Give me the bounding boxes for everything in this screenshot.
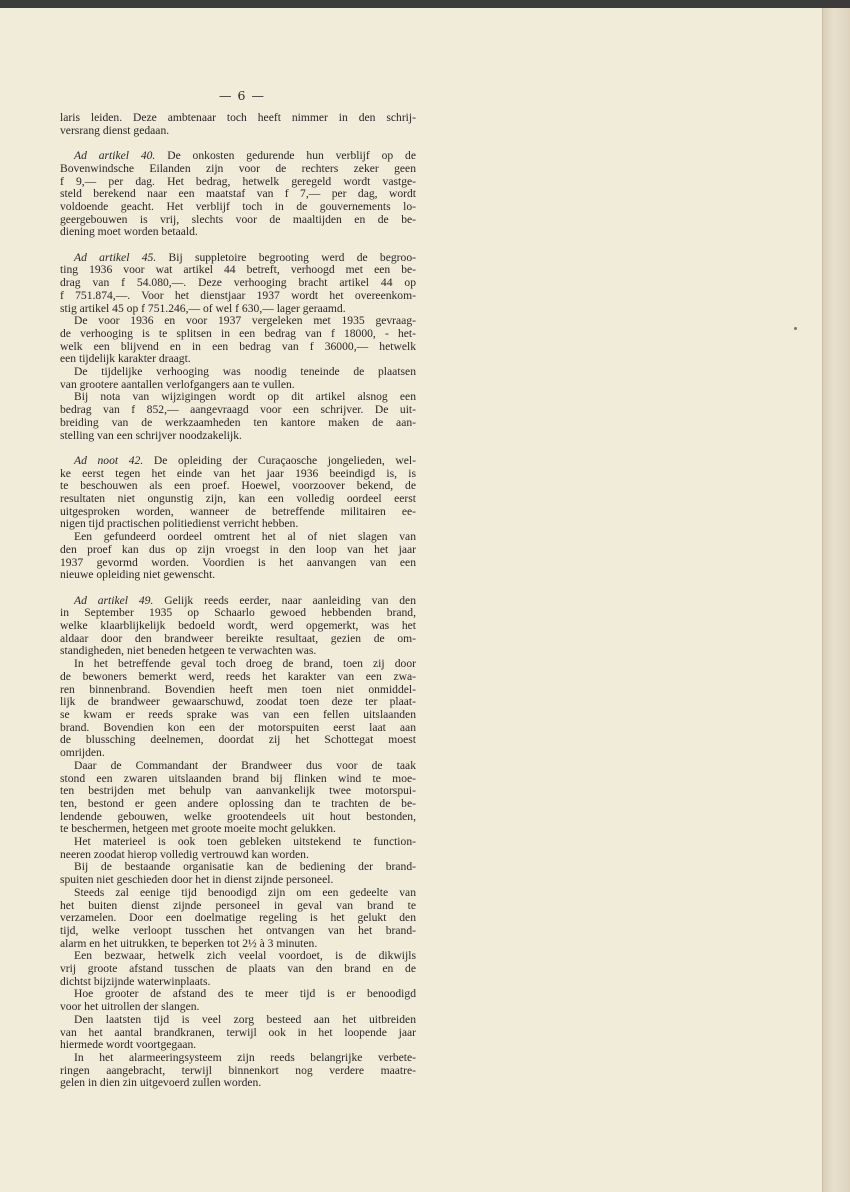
text-line: de verhooging is te splitsen in een bedrag van f 18000, - het- [60, 326, 416, 340]
text-line: Ad artikel 45. Bij suppletoire begrooting werd de begroo- [74, 250, 416, 264]
text-line: drag van f 54.080,—. Deze verhooging bracht artikel 44 op [60, 276, 416, 290]
section-heading: Ad artikel 45. [74, 250, 157, 264]
text-line: omrijden. [60, 746, 105, 760]
text-line: verzamelen. Door een doelmatige regeling is het gelukt den [60, 911, 416, 925]
text-line: breiding van de werkzaamheden ten kantore maken de aan- [60, 415, 416, 429]
text-line: steld berekend naar een maatstaf van f 7,— per dag, wordt [60, 187, 416, 201]
section-heading: Ad artikel 40. [74, 149, 156, 163]
text-line: Daar de Commandant der Brandweer dus voor de taak [74, 758, 416, 772]
text-line: nigen tijd practischen politiedienst verricht hebben. [60, 517, 299, 531]
text-line: f 751.874,—. Voor het dienstjaar 1937 wordt het overeenkom- [60, 288, 416, 302]
text-line: stond een zwaren uitslaanden brand bij flinken wind te moe- [60, 771, 416, 785]
text-line: de bewoners bemerkt werd, reeds het karakter van een zwa- [60, 669, 416, 683]
text-line: welke klaarblijkelijk bedoeld wordt, werd opgemerkt, was het [60, 619, 416, 633]
text-line: Het materieel is ook toen gebleken uitstekend te function- [74, 835, 416, 849]
text-line: se kwam er reeds sprake was van een fellen uitslaanden [60, 707, 416, 721]
text-line: voor het uitrollen der slangen. [60, 1000, 200, 1014]
text-line: van grootere aantallen verlofgangers aan te vullen. [60, 377, 295, 391]
text-line: Den laatsten tijd is veel zorg besteed aan het uitbreiden [74, 1012, 416, 1026]
text-line: aldaar door den brandweer bereikte resultaat, gezien de om- [60, 631, 416, 645]
text-line: resultaten niet ongunstig zijn, kan een volledig oordeel eerst [60, 492, 416, 506]
text-line: Steeds zal eenige tijd benoodigd zijn om een gedeelte van [74, 885, 416, 899]
text-line: brand. Bovendien kon een der motorspuiten eerst laat aan [60, 720, 416, 734]
section-heading: Ad noot 42. [74, 453, 144, 467]
text-line: stelling van een schrijver noodzakelijk. [60, 428, 242, 442]
scan-speck [794, 327, 797, 330]
text-line: f 9,— per dag. Het bedrag, hetwelk geregeld wordt vastge- [60, 174, 416, 188]
text-line: den proef kan dus op zijn vroegst in den loop van het jaar [60, 542, 416, 556]
section-heading: Ad artikel 49. [74, 593, 154, 607]
text-line: te beschermen, hetgeen met groote moeite mocht gelukken. [60, 822, 336, 836]
text-line: Ad noot 42. De opleiding der Curaçaosche jongelieden, wel- [74, 453, 416, 467]
body-text [60, 112, 416, 1090]
text-line: geergebouwen is vrij, slechts voor de maaltijden en de be- [60, 212, 416, 226]
text-line: neeren zoodat hierop volledig vertrouwd kan worden. [60, 847, 309, 861]
text-line: het buiten dienst zijnde personeel in geval van brand te [60, 898, 416, 912]
text-line: vrij groote afstand tusschen de plaats van den brand en de [60, 962, 416, 976]
text-line: lendende gebouwen, welke grootendeels uit hout bestonden, [60, 809, 416, 823]
text-line: Een gefundeerd oordeel omtrent het al of niet slagen van [74, 530, 416, 544]
text-line: lijk de brandweer gewaarschuwd, zoodat toen deze ter plaat- [60, 695, 416, 709]
text-line: te beschouwen als een proef. Hoewel, voorzoover bekend, de [60, 479, 416, 493]
page-number: — 6 — [219, 88, 265, 103]
text-line: Bovenwindsche Eilanden zijn voor de rechters zeker geen [60, 161, 416, 175]
text-line: stig artikel 45 op f 751.246,— of wel f 630,— lager geraamd. [60, 301, 346, 315]
text-line: bedrag van f 852,— aangevraagd voor een schrijver. De uit- [60, 403, 416, 417]
text-line: uitgesproken worden, wanneer de betreffende militairen ee- [60, 504, 416, 518]
text-line: alarm en het uitrukken, te beperken tot 2½ à 3 minuten. [60, 936, 318, 950]
text-line: ten bestrijden met behulp van aanvankelijk twee motorspui- [60, 784, 416, 798]
text-line: gelen in dien zin uitgevoerd zullen worden. [60, 1076, 262, 1090]
text-line: Ad artikel 40. De onkosten gedurende hun verblijf op de [74, 149, 416, 163]
text-line: hiermede wordt voortgegaan. [60, 1038, 197, 1052]
text-line: In het betreffende geval toch droeg de brand, toen zij door [74, 657, 416, 671]
scan-top-border [0, 0, 850, 8]
text-line: De voor 1936 en voor 1937 vergeleken met 1935 gevraag- [74, 314, 416, 328]
text-line: Bij nota van wijzigingen wordt op dit artikel alsnog een [74, 390, 416, 404]
text-line: ringen aangebracht, terwijl binnenkort nog verdere maatre- [60, 1063, 416, 1077]
text-line: laris leiden. Deze ambtenaar toch heeft nimmer in den schrij- [60, 111, 416, 124]
text-line: Ad artikel 49. Gelijk reeds eerder, naar aanleiding van den [74, 593, 416, 607]
text-line: Een bezwaar, hetwelk zich veelal voordoet, is de dikwijls [74, 949, 416, 963]
text-line: Bij de bestaande organisatie kan de bediening der brand- [74, 860, 416, 874]
text-line: voldoende geacht. Het verblijf toch in de gouvernements lo- [60, 199, 416, 213]
text-line: tijd, welke verloopt tusschen het ontvangen van het brand- [60, 923, 416, 937]
text-line: ke eerst tegen het einde van het jaar 1936 beeindigd is, is [60, 466, 416, 480]
text-line: welk een blijvend en in een bedrag van f 36000,— hetwelk [60, 339, 416, 353]
text-line: in September 1935 op Schaarlo gewoed hebbenden brand, [60, 606, 416, 620]
text-line: diening moet worden betaald. [60, 225, 198, 239]
text-line: spuiten niet geschieden door het in dienst zijnde personeel. [60, 873, 334, 887]
text-line: van het aantal brandkranen, terwijl ook in het loopende jaar [60, 1025, 416, 1039]
text-line: ten, bestond er geen andere oplossing dan te trachten de be- [60, 796, 416, 810]
text-line: een tijdelijk karakter draagt. [60, 352, 191, 366]
text-line: nieuwe opleiding niet gewenscht. [60, 568, 216, 582]
text-line: ting 1936 voor wat artikel 44 betreft, verhoogd met een be- [60, 263, 416, 277]
text-line: De tijdelijke verhooging was noodig teneinde de plaatsen [74, 365, 416, 379]
text-line: ren binnenbrand. Bovendien heeft men toen niet onmiddel- [60, 682, 416, 696]
text-line: 1937 gevormd worden. Voordien is het aanvangen van een [60, 555, 416, 569]
page-edge [822, 8, 850, 1192]
text-line: versrang dienst gedaan. [60, 123, 170, 137]
text-line: In het alarmeeringsysteem zijn reeds belangrijke verbete- [74, 1050, 416, 1064]
text-line: Hoe grooter de afstand des te meer tijd is er benoodigd [74, 987, 416, 1001]
text-line: standigheden, niet beneden hetgeen te verwachten was. [60, 644, 317, 658]
text-line: dichtst bijzijnde waterwinplaats. [60, 974, 211, 988]
text-line: de blussching deelnemen, doordat zij het Schottegat moest [60, 733, 416, 747]
